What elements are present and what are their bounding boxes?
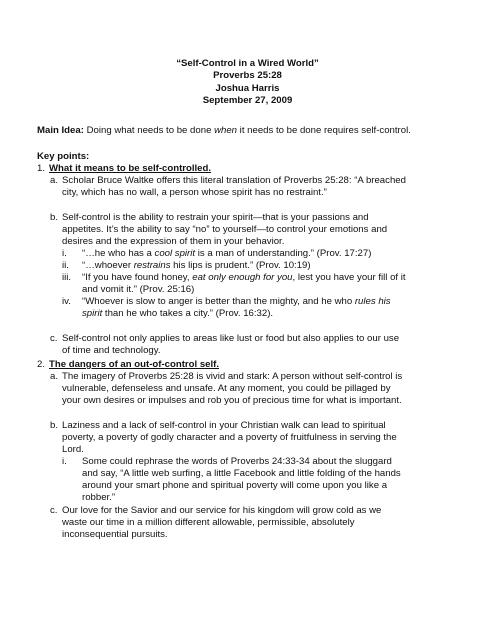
point-text-line: Lord. — [62, 444, 84, 456]
point-text-line: city, which has no wall, a person whose spirit has no restraint.” — [62, 187, 327, 199]
point-2c — [37, 505, 477, 541]
main-idea-emphasis: when — [214, 125, 238, 136]
subpoint-2b-i — [37, 456, 477, 504]
main-idea-text-pre: Doing what needs to be done — [83, 125, 215, 136]
sermon-date: September 27, 2009 — [202, 95, 293, 107]
sermon-title: “Self-Control in a Wired World” — [176, 58, 319, 69]
point-marker: b. — [50, 420, 59, 431]
sermon-speaker: Joshua Harris — [215, 82, 280, 94]
subpoint-marker: i. — [62, 248, 67, 259]
section-number: 2. — [37, 359, 46, 370]
subpoint-emphasis: cool spirit — [154, 248, 196, 259]
point-1c — [37, 333, 477, 357]
subpoint-1b-iv — [37, 296, 477, 320]
subpoint-text: his lips is prudent.” (Prov. 10:19) — [170, 260, 311, 271]
point-text-line: Scholar Bruce Waltke offers this literal translation of Proverbs 25:28: “A breached — [62, 175, 406, 186]
section-number: 1. — [37, 163, 46, 174]
point-text-line: poverty, a poverty of godly character and a poverty of fruitfulness in serving the — [62, 432, 397, 444]
subpoint-1b-ii — [37, 260, 477, 272]
subpoint-text: than he who takes a city.” (Prov. 16:32). — [102, 308, 274, 320]
subpoint-text-line: and say, “A little web surfing, a little Facebook and little folding of the hands — [82, 468, 401, 480]
section-title: What it means to be self-controlled. — [49, 163, 212, 174]
subpoint-text: “…he who has a — [82, 248, 155, 259]
point-text-line: desires and the expression of them in your behavior. — [62, 236, 285, 248]
key-points-heading — [37, 151, 475, 163]
point-text-line: waste our time in a million different allowable, permissible, absolutely — [62, 517, 355, 529]
subpoint-text: is a man of understanding.” (Prov. 17:27) — [195, 248, 372, 259]
subpoint-marker: i. — [62, 456, 67, 467]
key-points-label: Key points: — [37, 151, 90, 162]
subpoint-1b-iii — [37, 272, 477, 296]
point-text-line: appetites. It’s the ability to say “no” to yourself—to control your emotions and — [62, 224, 388, 236]
subpoint-text: “…whoever — [82, 260, 134, 271]
section-2-heading — [37, 359, 477, 371]
section-1 — [37, 163, 477, 357]
point-text-line: Our love for the Savior and our service for his kingdom will grow cold as we — [62, 505, 382, 516]
point-marker: a. — [50, 175, 59, 186]
subpoint-1b-i — [37, 248, 477, 260]
point-text-line: The imagery of Proverbs 25:28 is vivid and stark: A person without self-control is — [62, 371, 403, 382]
point-text-line: your own desires or impulses and rob you of precious time for what is important. — [62, 395, 402, 407]
point-2a — [37, 371, 477, 407]
point-text-line: of time and technology. — [62, 345, 161, 357]
point-text-line: Self-control not only applies to areas like lust or food but also applies to our use — [62, 333, 400, 344]
subpoint-text: , lest you have your fill of it — [292, 272, 406, 283]
subpoint-emphasis: eat only enough for you — [192, 272, 293, 283]
subpoint-text-line: Some could rephrase the words of Proverbs 24:33-34 about the sluggard — [82, 456, 392, 467]
section-title: The dangers of an out-of-control self. — [49, 359, 220, 370]
point-1a — [37, 175, 477, 199]
subpoint-marker: iii. — [62, 272, 72, 283]
main-idea — [37, 125, 475, 137]
subpoint-text-line: robber.” — [82, 492, 116, 504]
point-text-line: vulnerable, defenseless and unsafe. At any moment, you could be pillaged by — [62, 383, 391, 395]
subpoint-emphasis: restrains — [133, 260, 171, 271]
subpoint-emphasis: rules his — [354, 296, 391, 307]
section-1-heading — [37, 163, 477, 175]
point-2b — [37, 420, 477, 456]
point-text-line: Self-control is the ability to restrain your spirit—that is your passions and — [62, 212, 369, 223]
subpoint-emphasis: spirit — [82, 308, 103, 320]
point-text-line: inconsequential pursuits. — [62, 529, 168, 541]
main-idea-label: Main Idea: — [37, 125, 84, 136]
point-marker: b. — [50, 212, 59, 223]
subpoint-text: “If you have found honey, — [82, 272, 193, 283]
main-idea-text-post: it needs to be done requires self-control. — [237, 125, 411, 136]
point-marker: c. — [50, 333, 58, 344]
subpoint-marker: ii. — [62, 260, 69, 271]
point-marker: c. — [50, 505, 58, 516]
section-2 — [37, 359, 477, 541]
sermon-scripture: Proverbs 25:28 — [213, 70, 282, 82]
point-marker: a. — [50, 371, 59, 382]
subpoint-text: “Whoever is slow to anger is better than the mighty, and he who — [82, 296, 355, 307]
sermon-header — [0, 58, 495, 108]
point-text-line: Laziness and a lack of self-control in your Christian walk can lead to spiritual — [62, 420, 386, 431]
point-1b — [37, 212, 477, 248]
subpoint-text-line: and vomit it.” (Prov. 25:16) — [82, 284, 195, 296]
subpoint-marker: iv. — [62, 296, 71, 307]
subpoint-text-line: around your smart phone and spiritual poverty will come upon you like a — [82, 480, 388, 492]
